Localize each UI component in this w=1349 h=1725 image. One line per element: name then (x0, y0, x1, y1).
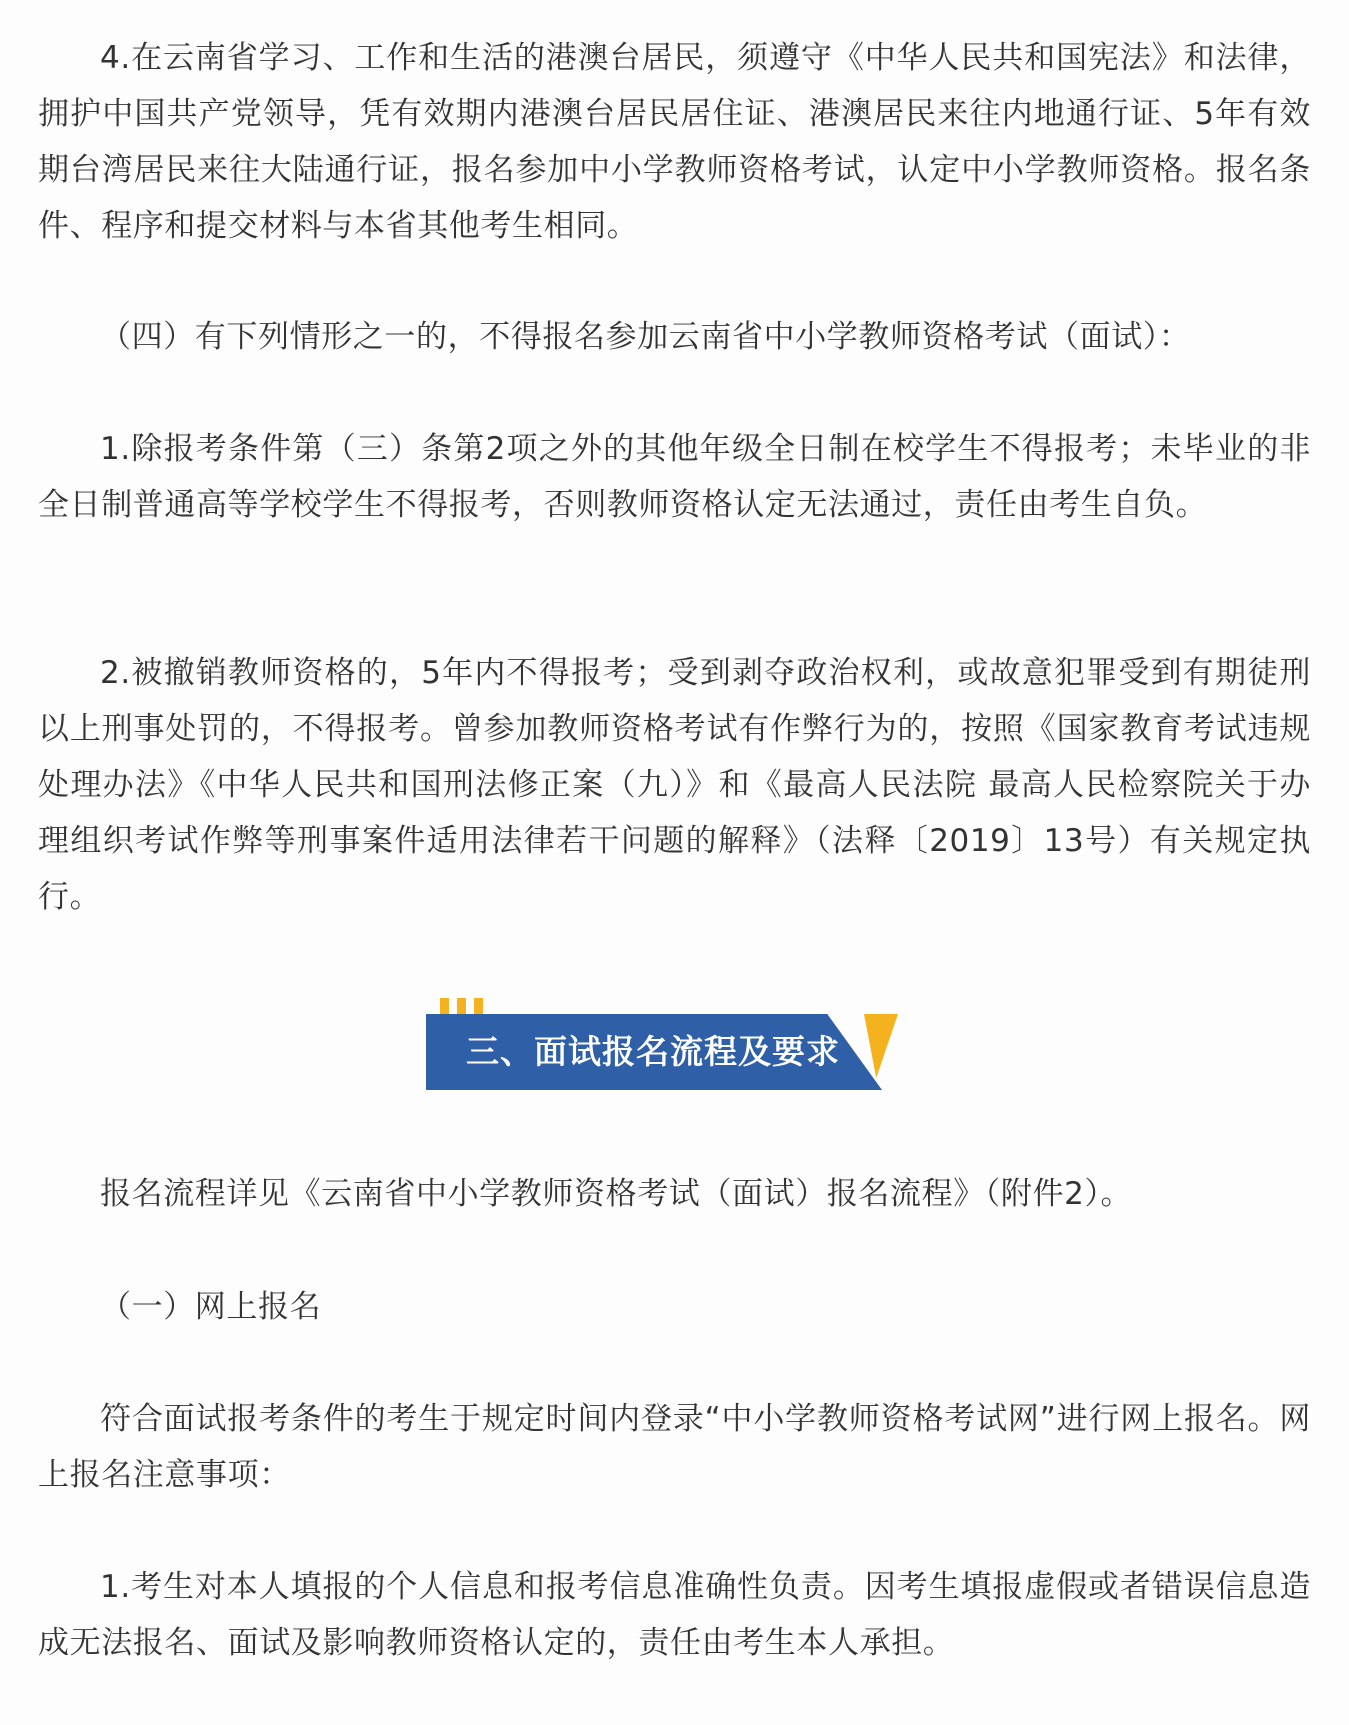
heading-accent-tab (864, 1014, 898, 1078)
paragraph-information-accuracy: 1.考生对本人填报的个人信息和报考信息准确性负责。因考生填报虚假或者错误信息造成无法报名、面试及影响教师资格认定的，责任由考生本人承担。 (38, 1569, 1311, 1661)
paragraph-online-registration: 符合面试报考条件的考生于规定时间内登录“中小学教师资格考试网”进行网上报名。网上报名注意事项： (38, 1401, 1311, 1493)
paragraph-disqualification-heading: （四）有下列情形之一的，不得报名参加云南省中小学教师资格考试（面试）： (100, 319, 1191, 355)
paragraph-online-registration-heading: （一）网上报名 (100, 1289, 322, 1325)
paragraph-revoked-qualification: 2.被撤销教师资格的，5年内不得报考；受到剥夺政治权利，或故意犯罪受到有期徒刑以上刑事处罚的，不得报考。曾参加教师资格考试有作弊行为的，按照《国家教育考试违规处理办法》《中华人民共和国刑法修正案（九）》和《最高人民法院 最高人民检察院关于办理组织考试作弊等刑事案件适用法律若干问题的解释》（法释〔2019〕13号）有关规定执行。 (38, 655, 1311, 915)
section-heading-label: 三、面试报名流程及要求 (466, 1032, 840, 1071)
paragraph-hk-macao-taiwan-residents: 4.在云南省学习、工作和生活的港澳台居民，须遵守《中华人民共和国宪法》和法律，拥护中国共产党领导，凭有效期内港澳台居民居住证、港澳居民来往内地通行证、5年有效期台湾居民来往大陆通行证，报名参加中小学教师资格考试，认定中小学教师资格。报名条件、程序和提交材料与本省其他考生相同。 (38, 40, 1311, 244)
paragraph-registration-process: 报名流程详见《云南省中小学教师资格考试（面试）报名流程》（附件2）。 (100, 1176, 1133, 1212)
section-heading (426, 998, 896, 1090)
paragraph-full-time-students: 1.除报考条件第（三）条第2项之外的其他年级全日制在校学生不得报考；未毕业的非全日制普通高等学校学生不得报考，否则教师资格认定无法通过，责任由考生自负。 (38, 431, 1311, 523)
